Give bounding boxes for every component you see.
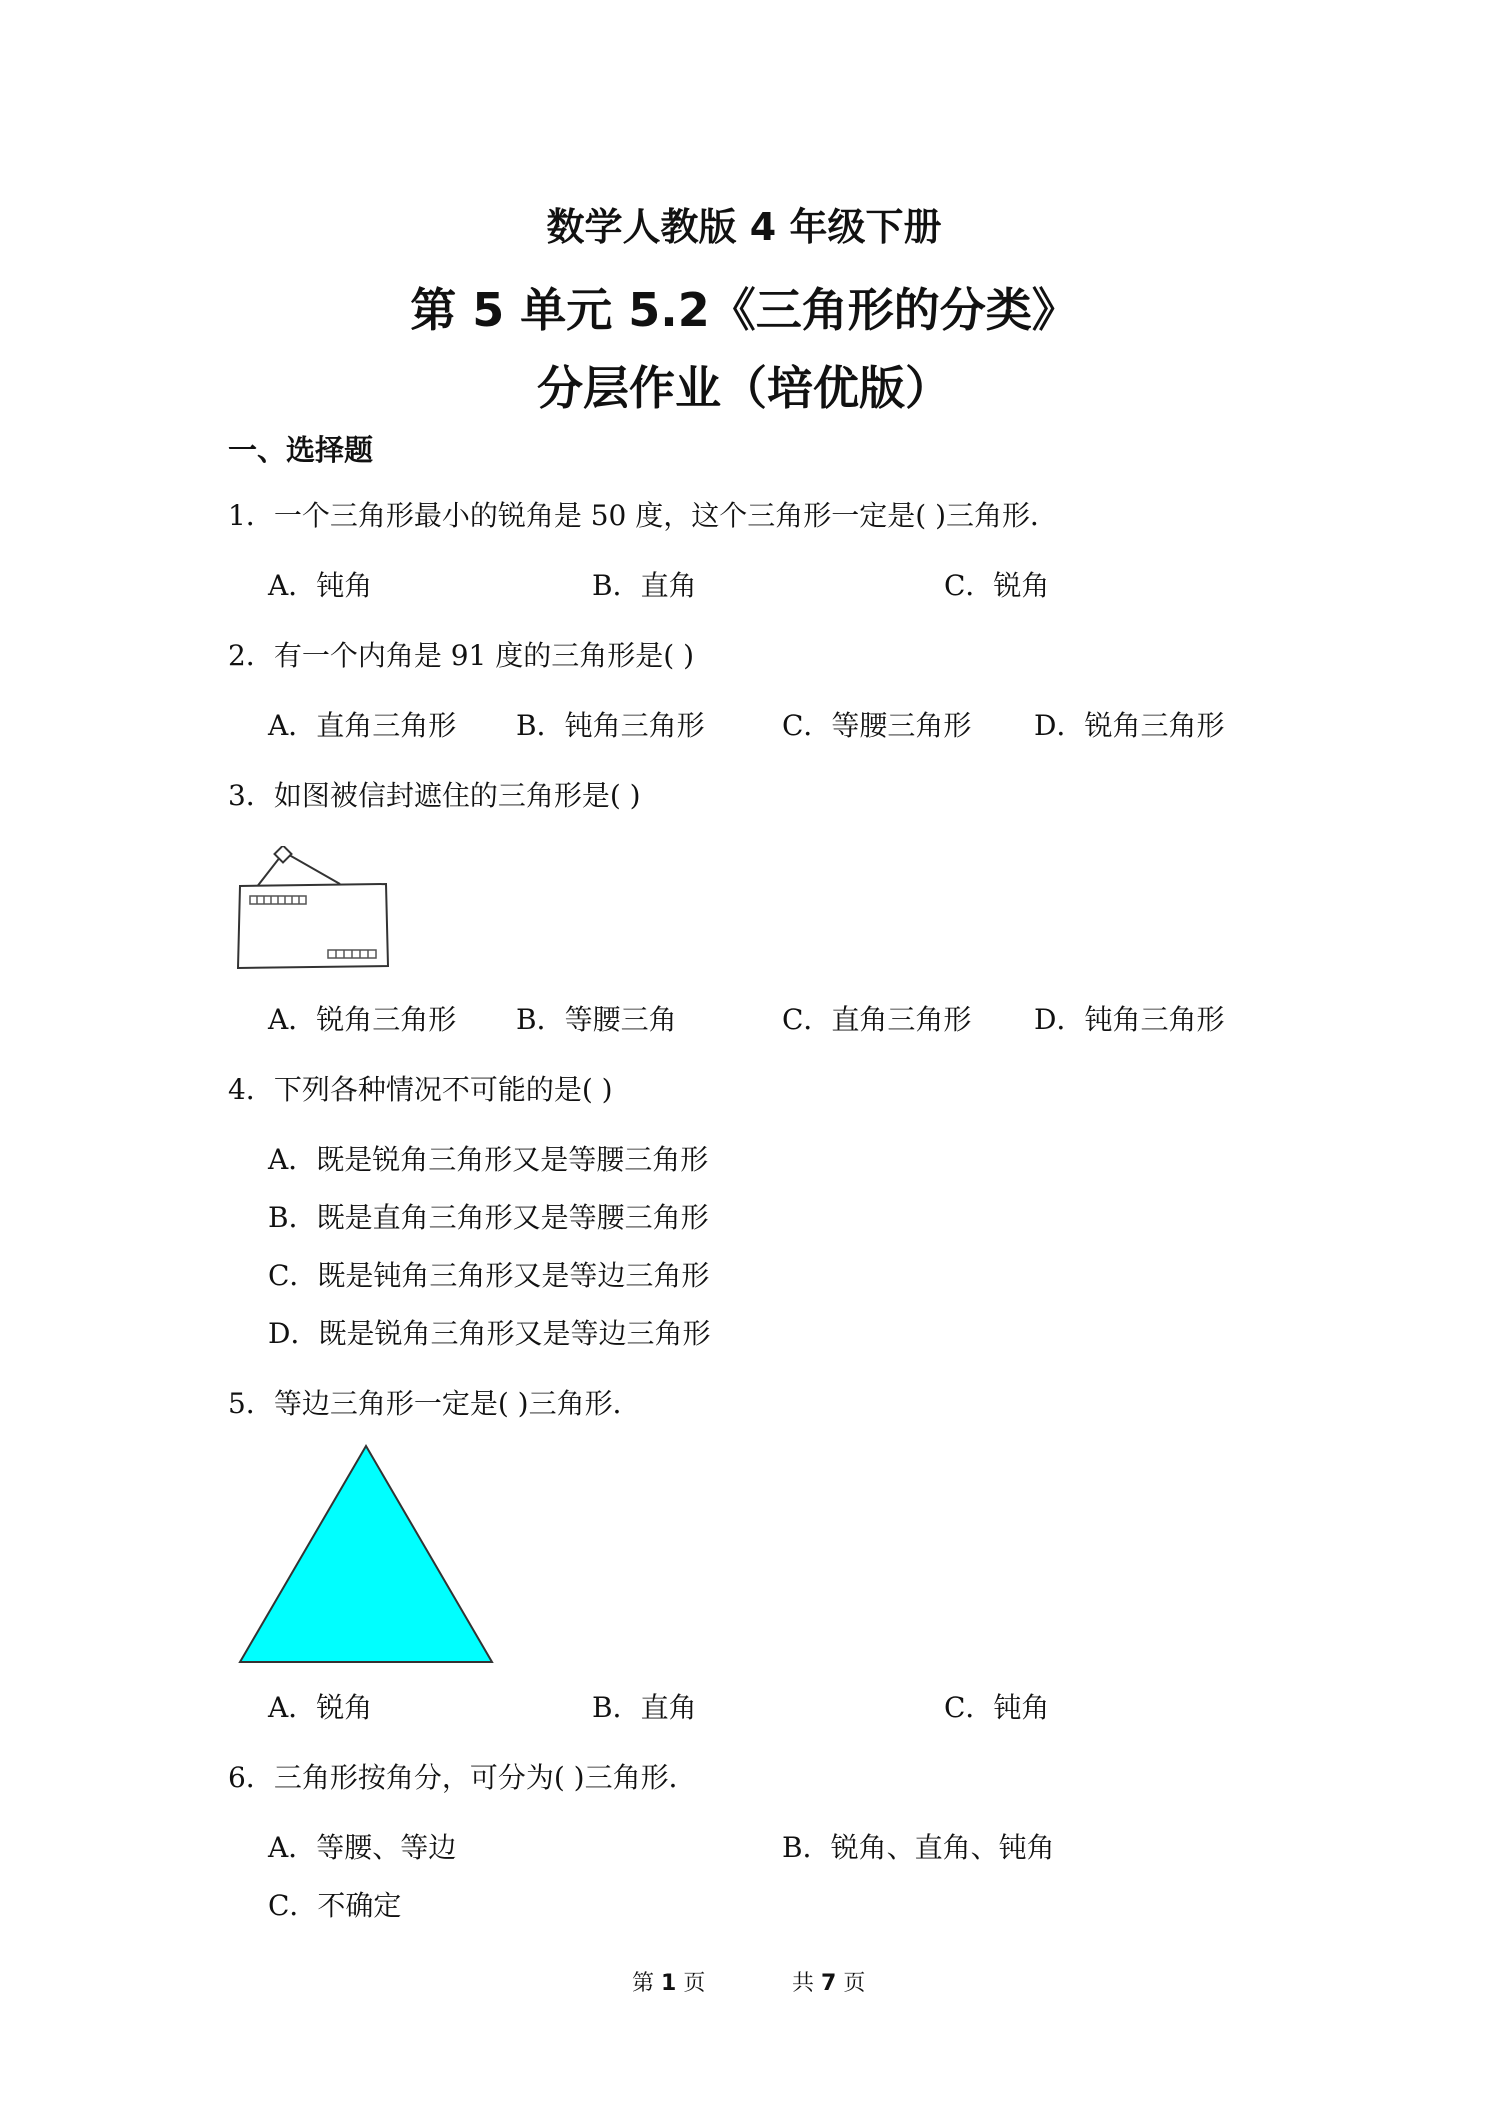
header-line-2: 第 5 单元 5.2《三角形的分类》 [410,283,1078,337]
question-3-option-c: C．直角三角形 [782,1003,972,1036]
question-5-option-a: A．锐角 [268,1691,373,1724]
question-6-text: 6．三角形按角分，可分为( )三角形． [228,1761,697,1794]
question-5-option-c: C．钝角 [944,1691,1050,1724]
section-title: 一、选择题 [228,433,374,467]
header-line-1: 数学人教版 4 年级下册 [546,205,942,249]
page-total [792,1966,865,1997]
question-5-text: 5．等边三角形一定是( )三角形． [228,1387,641,1420]
question-1-option-a: A．钝角 [268,569,373,602]
question-4-option-c: C．既是钝角三角形又是等边三角形 [268,1259,710,1292]
question-1-option-b: B．直角 [592,569,697,602]
page-num: 1 [661,1971,677,1996]
page-number [632,1966,705,1997]
question-2-option-d: D．锐角三角形 [1034,709,1225,742]
total-prefix: 共 [792,1971,815,1996]
question-3-option-a: A．锐角三角形 [268,1003,457,1036]
question-4-option-d: D．既是锐角三角形又是等边三角形 [268,1317,711,1350]
question-4-text: 4．下列各种情况不可能的是( ) [228,1073,613,1106]
question-6-option-b: B．锐角、直角、钝角 [782,1831,1055,1864]
question-6-option-c: C．不确定 [268,1889,402,1922]
question-2-option-a: A．直角三角形 [268,709,457,742]
question-5-option-b: B．直角 [592,1691,697,1724]
question-1-option-c: C．锐角 [944,569,1050,602]
question-2-option-b: B．钝角三角形 [516,709,705,742]
question-3-option-b: B．等腰三角 [516,1003,677,1036]
question-6-option-a: A．等腰、等边 [268,1831,457,1864]
question-3-text: 3．如图被信封遮住的三角形是( ) [228,779,641,812]
question-4-option-a: A．既是锐角三角形又是等腰三角形 [268,1143,709,1176]
question-2-text: 2．有一个内角是 91 度的三角形是( ) [228,639,694,672]
header-line-3: 分层作业（培优版） [537,361,951,415]
triangle-figure [236,1444,496,1666]
total-suffix: 页 [843,1971,866,1996]
question-1-text: 1．一个三角形最小的锐角是 50 度，这个三角形一定是( )三角形． [228,499,1058,532]
envelope-figure [232,846,392,970]
total-num: 7 [821,1971,837,1996]
question-2-option-c: C．等腰三角形 [782,709,972,742]
page-prefix: 第 [632,1971,655,1996]
page-suffix: 页 [683,1971,706,1996]
question-3-option-d: D．钝角三角形 [1034,1003,1225,1036]
question-4-option-b: B．既是直角三角形又是等腰三角形 [268,1201,709,1234]
